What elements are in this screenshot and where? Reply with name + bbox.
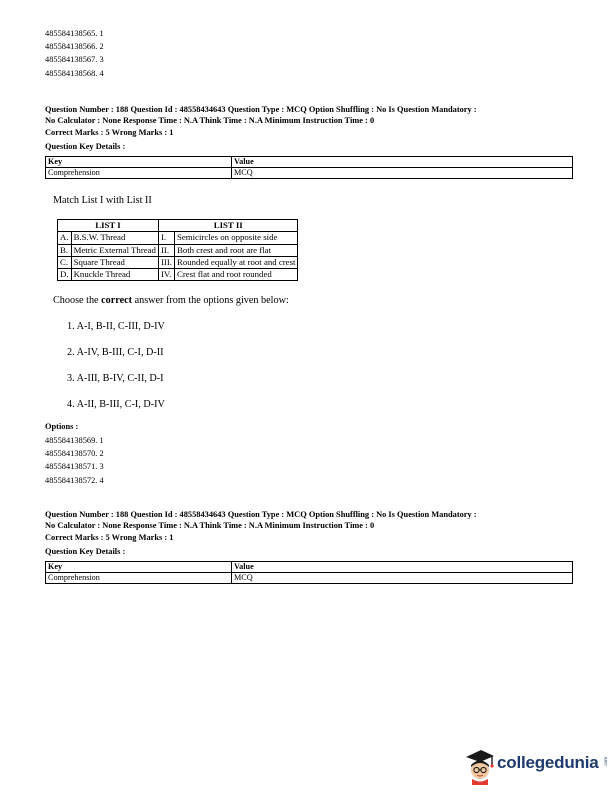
option-id: 485584138568. 4 xyxy=(45,68,104,78)
key-details-table xyxy=(45,156,573,179)
answer-choice: 1. A-I, B-II, C-III, D-IV xyxy=(67,321,165,332)
option-id: 485584138569. 1 xyxy=(45,436,104,445)
table-row xyxy=(58,232,298,244)
option-id: 485584138565. 1 xyxy=(45,29,104,38)
list1-item: Knuckle Thread xyxy=(71,269,158,281)
mascot-icon xyxy=(462,745,496,785)
value-header: Value xyxy=(232,562,573,573)
list2-item: Crest flat and root rounded xyxy=(174,269,297,281)
marks-line: Correct Marks : 5 Wrong Marks : 1 xyxy=(45,533,174,542)
marks-line: Correct Marks : 5 Wrong Marks : 1 xyxy=(45,128,174,137)
value-header: Value xyxy=(232,157,573,168)
top-option-list xyxy=(45,27,104,80)
list1-item: B.S.W. Thread xyxy=(71,232,158,244)
list1-letter: C. xyxy=(58,256,72,268)
option-id: 485584138566. 2 xyxy=(45,42,104,52)
list2-numeral: II. xyxy=(158,244,174,256)
key-cell: Comprehension xyxy=(46,168,232,179)
list1-item: Metric External Thread xyxy=(71,244,158,256)
options-label: Options : xyxy=(45,422,79,431)
option-id: 485584138570. 2 xyxy=(45,449,104,459)
list1-letter: A. xyxy=(58,232,72,244)
list1-letter: B. xyxy=(58,244,72,256)
question-stem: Match List I with List II xyxy=(53,195,152,206)
key-cell: Comprehension xyxy=(46,573,232,584)
answer-choice: 3. A-III, B-IV, C-II, D-I xyxy=(67,373,164,384)
brand-suffix: .com xyxy=(603,757,608,767)
collegedunia-logo xyxy=(462,745,612,785)
list2-numeral: I. xyxy=(158,232,174,244)
list2-item: Both crest and root are flat xyxy=(174,244,297,256)
value-cell: MCQ xyxy=(232,573,573,584)
list2-item: Rounded equally at root and crest xyxy=(174,256,297,268)
answer-choice: 2. A-IV, B-III, C-I, D-II xyxy=(67,347,164,358)
brand-name: collegedunia xyxy=(497,753,599,772)
key-header: Key xyxy=(46,562,232,573)
table-row xyxy=(58,244,298,256)
answer-choice: 4. A-II, B-III, C-I, D-IV xyxy=(67,399,165,410)
key-details-label: Question Key Details : xyxy=(45,547,126,556)
list1-letter: D. xyxy=(58,269,72,281)
table-row xyxy=(58,256,298,268)
header-line-1: Question Number : 188 Question Id : 48558434643 Question Type : MCQ Option Shuffling : No Is Question Mandatory : xyxy=(45,510,477,519)
option-id: 485584138567. 3 xyxy=(45,55,104,65)
list1-item: Square Thread xyxy=(71,256,158,268)
list2-item: Semicircles on opposite side xyxy=(174,232,297,244)
value-cell: MCQ xyxy=(232,168,573,179)
table-row xyxy=(58,269,298,281)
option-id: 485584138572. 4 xyxy=(45,475,104,485)
list2-header: LIST II xyxy=(158,220,297,232)
header-line-2: No Calculator : None Response Time : N.A Think Time : N.A Minimum Instruction Time : 0 xyxy=(45,116,375,125)
key-details-label: Question Key Details : xyxy=(45,142,126,151)
key-details-table xyxy=(45,561,573,584)
list1-header: LIST I xyxy=(58,220,159,232)
question-header xyxy=(45,104,575,126)
choose-pre: Choose the xyxy=(53,295,102,306)
option-id: 485584138571. 3 xyxy=(45,462,104,472)
choose-bold: correct xyxy=(101,295,133,306)
list2-numeral: IV. xyxy=(158,269,174,281)
list2-numeral: III. xyxy=(158,256,174,268)
choose-post: answer from the options given below: xyxy=(132,295,289,306)
match-lists-table xyxy=(57,219,298,281)
choose-instruction xyxy=(53,295,289,306)
header-line-2: No Calculator : None Response Time : N.A Think Time : N.A Minimum Instruction Time : 0 xyxy=(45,521,375,530)
option-id-list xyxy=(45,434,104,487)
question-header xyxy=(45,509,575,531)
key-header: Key xyxy=(46,157,232,168)
header-line-1: Question Number : 188 Question Id : 48558434643 Question Type : MCQ Option Shuffling : No Is Question Mandatory : xyxy=(45,105,477,114)
